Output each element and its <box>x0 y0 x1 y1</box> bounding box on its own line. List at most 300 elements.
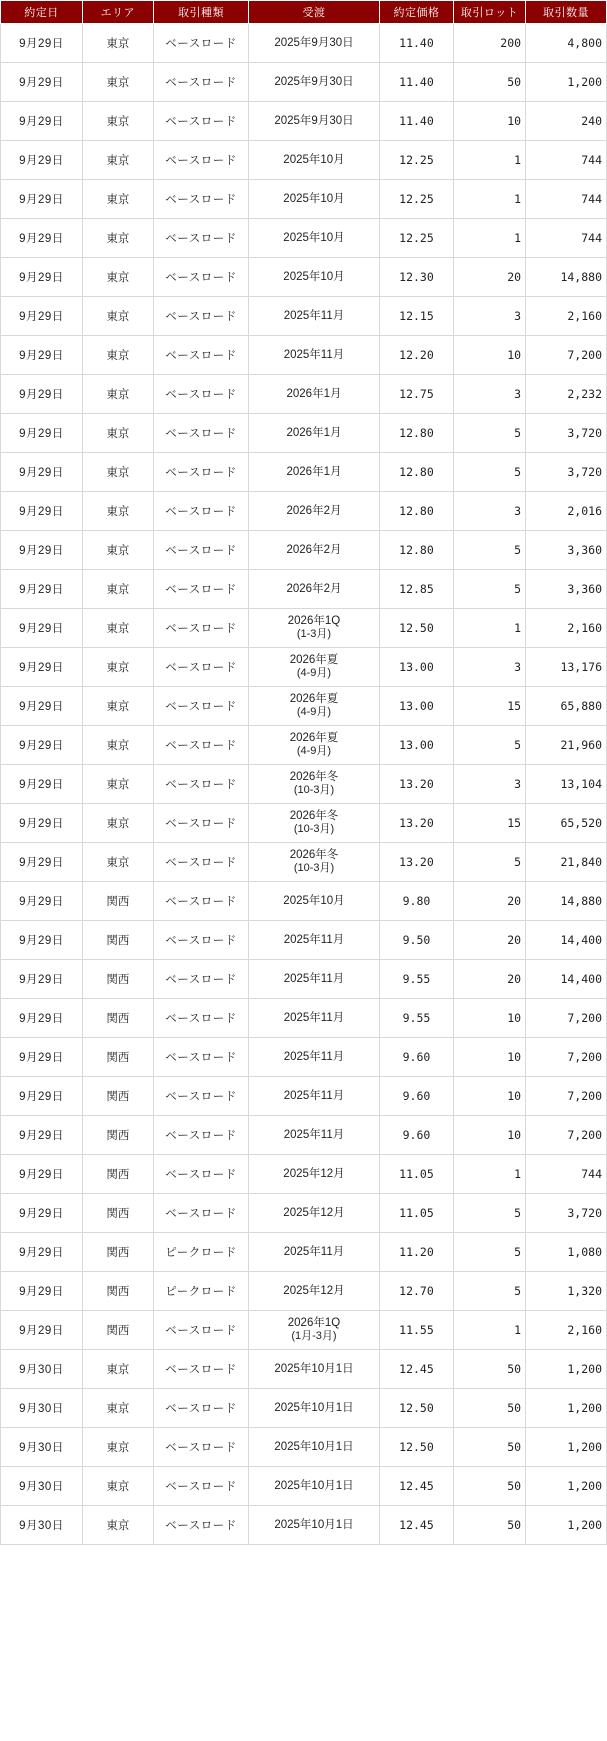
cell-quantity: 1,200 <box>526 1350 607 1389</box>
cell-quantity: 14,400 <box>526 921 607 960</box>
cell-quantity: 1,200 <box>526 1389 607 1428</box>
cell-area: 東京 <box>82 843 153 882</box>
cell-date: 9月29日 <box>1 921 83 960</box>
cell-lot: 20 <box>454 960 526 999</box>
cell-trade-type: ベースロード <box>153 1467 248 1506</box>
cell-area: 東京 <box>82 24 153 63</box>
cell-lot: 20 <box>454 882 526 921</box>
cell-trade-type: ベースロード <box>153 726 248 765</box>
delivery-main: 2025年11月 <box>283 309 345 322</box>
cell-delivery <box>249 1116 380 1155</box>
cell-lot: 50 <box>454 1506 526 1545</box>
cell-delivery <box>249 297 380 336</box>
cell-delivery <box>249 336 380 375</box>
cell-area: 東京 <box>82 453 153 492</box>
cell-trade-type: ベースロード <box>153 63 248 102</box>
delivery-sub: (1-3月) <box>296 628 332 641</box>
cell-trade-type: ベースロード <box>153 1155 248 1194</box>
cell-trade-type: ベースロード <box>153 648 248 687</box>
table-row <box>1 999 607 1038</box>
cell-date: 9月29日 <box>1 726 83 765</box>
cell-quantity: 13,176 <box>526 648 607 687</box>
cell-area: 東京 <box>82 1428 153 1467</box>
cell-date: 9月29日 <box>1 180 83 219</box>
cell-quantity: 3,360 <box>526 570 607 609</box>
cell-delivery <box>249 1467 380 1506</box>
cell-trade-type: ベースロード <box>153 1389 248 1428</box>
cell-delivery <box>249 1389 380 1428</box>
cell-price: 9.80 <box>379 882 453 921</box>
cell-quantity: 13,104 <box>526 765 607 804</box>
cell-quantity: 1,200 <box>526 1506 607 1545</box>
cell-delivery <box>249 1194 380 1233</box>
cell-price: 13.00 <box>379 687 453 726</box>
cell-quantity: 4,800 <box>526 24 607 63</box>
cell-trade-type: ベースロード <box>153 1428 248 1467</box>
cell-lot: 1 <box>454 141 526 180</box>
cell-quantity: 21,960 <box>526 726 607 765</box>
cell-date: 9月29日 <box>1 297 83 336</box>
cell-price: 12.25 <box>379 219 453 258</box>
delivery-sub: (10-3月) <box>293 784 335 797</box>
table-row <box>1 531 607 570</box>
delivery-main: 2025年12月 <box>283 1284 345 1297</box>
cell-area: 東京 <box>82 180 153 219</box>
column-header-trade-type: 取引種類 <box>153 1 248 24</box>
cell-quantity: 65,880 <box>526 687 607 726</box>
cell-trade-type: ベースロード <box>153 804 248 843</box>
cell-price: 11.40 <box>379 63 453 102</box>
delivery-main: 2025年11月 <box>283 1089 345 1102</box>
cell-delivery <box>249 1506 380 1545</box>
cell-area: 東京 <box>82 141 153 180</box>
cell-price: 12.80 <box>379 531 453 570</box>
cell-date: 9月29日 <box>1 336 83 375</box>
cell-date: 9月29日 <box>1 102 83 141</box>
cell-price: 12.50 <box>379 1389 453 1428</box>
cell-date: 9月29日 <box>1 960 83 999</box>
cell-area: 東京 <box>82 765 153 804</box>
cell-area: 東京 <box>82 1506 153 1545</box>
delivery-main: 2026年夏 <box>289 692 339 705</box>
cell-date: 9月29日 <box>1 687 83 726</box>
delivery-main: 2025年9月30日 <box>274 114 354 127</box>
cell-trade-type: ベースロード <box>153 1194 248 1233</box>
cell-area: 東京 <box>82 570 153 609</box>
cell-price: 12.25 <box>379 180 453 219</box>
delivery-sub: (10-3月) <box>293 823 335 836</box>
delivery-main: 2026年2月 <box>286 504 342 517</box>
cell-trade-type: ベースロード <box>153 453 248 492</box>
cell-trade-type: ベースロード <box>153 102 248 141</box>
table-row <box>1 960 607 999</box>
table-row <box>1 687 607 726</box>
cell-price: 13.20 <box>379 804 453 843</box>
cell-lot: 3 <box>454 492 526 531</box>
cell-lot: 5 <box>454 531 526 570</box>
cell-date: 9月30日 <box>1 1389 83 1428</box>
cell-lot: 5 <box>454 453 526 492</box>
table-row <box>1 1506 607 1545</box>
table-row <box>1 765 607 804</box>
cell-lot: 50 <box>454 1389 526 1428</box>
cell-lot: 3 <box>454 648 526 687</box>
cell-delivery <box>249 180 380 219</box>
delivery-main: 2025年10月1日 <box>274 1401 354 1414</box>
cell-date: 9月29日 <box>1 570 83 609</box>
cell-lot: 1 <box>454 609 526 648</box>
column-header-delivery: 受渡 <box>249 1 380 24</box>
table-row <box>1 1272 607 1311</box>
delivery-main: 2025年10月1日 <box>274 1362 354 1375</box>
delivery-main: 2025年11月 <box>283 972 345 985</box>
cell-price: 12.45 <box>379 1350 453 1389</box>
cell-lot: 10 <box>454 102 526 141</box>
cell-lot: 5 <box>454 1233 526 1272</box>
table-row <box>1 258 607 297</box>
cell-lot: 5 <box>454 1272 526 1311</box>
cell-lot: 5 <box>454 1194 526 1233</box>
cell-date: 9月30日 <box>1 1467 83 1506</box>
cell-area: 東京 <box>82 414 153 453</box>
cell-area: 東京 <box>82 63 153 102</box>
delivery-sub: (4-9月) <box>296 745 332 758</box>
cell-delivery <box>249 726 380 765</box>
cell-area: 関西 <box>82 1077 153 1116</box>
cell-lot: 10 <box>454 1038 526 1077</box>
cell-delivery <box>249 258 380 297</box>
cell-delivery <box>249 804 380 843</box>
cell-area: 関西 <box>82 1311 153 1350</box>
cell-trade-type: ベースロード <box>153 960 248 999</box>
cell-quantity: 3,720 <box>526 453 607 492</box>
cell-trade-type: ベースロード <box>153 1077 248 1116</box>
cell-lot: 1 <box>454 1155 526 1194</box>
cell-delivery <box>249 1272 380 1311</box>
cell-lot: 1 <box>454 219 526 258</box>
cell-trade-type: ベースロード <box>153 1038 248 1077</box>
cell-date: 9月29日 <box>1 999 83 1038</box>
cell-date: 9月29日 <box>1 531 83 570</box>
cell-delivery <box>249 1350 380 1389</box>
cell-price: 12.45 <box>379 1506 453 1545</box>
cell-area: 東京 <box>82 804 153 843</box>
table-row <box>1 843 607 882</box>
cell-price: 12.15 <box>379 297 453 336</box>
cell-area: 東京 <box>82 1467 153 1506</box>
cell-area: 東京 <box>82 648 153 687</box>
table-header-row <box>1 1 607 24</box>
delivery-main: 2025年11月 <box>283 933 345 946</box>
cell-price: 12.75 <box>379 375 453 414</box>
delivery-main: 2025年11月 <box>283 1245 345 1258</box>
cell-delivery <box>249 1038 380 1077</box>
delivery-main: 2025年11月 <box>283 348 345 361</box>
table-row <box>1 180 607 219</box>
cell-trade-type: ベースロード <box>153 336 248 375</box>
delivery-main: 2026年1月 <box>286 465 342 478</box>
cell-delivery <box>249 141 380 180</box>
cell-trade-type: ベースロード <box>153 1311 248 1350</box>
cell-date: 9月29日 <box>1 648 83 687</box>
cell-area: 関西 <box>82 1038 153 1077</box>
cell-trade-type: ベースロード <box>153 1506 248 1545</box>
column-header-date: 約定日 <box>1 1 83 24</box>
delivery-main: 2025年11月 <box>283 1050 345 1063</box>
cell-price: 11.20 <box>379 1233 453 1272</box>
cell-delivery <box>249 492 380 531</box>
cell-lot: 50 <box>454 1467 526 1506</box>
cell-lot: 15 <box>454 687 526 726</box>
cell-delivery <box>249 1233 380 1272</box>
cell-quantity: 7,200 <box>526 1038 607 1077</box>
table-row <box>1 804 607 843</box>
cell-quantity: 7,200 <box>526 336 607 375</box>
table-row <box>1 1233 607 1272</box>
cell-quantity: 2,160 <box>526 609 607 648</box>
cell-trade-type: ベースロード <box>153 492 248 531</box>
delivery-sub: (1月-3月) <box>291 1330 337 1343</box>
cell-delivery <box>249 414 380 453</box>
cell-price: 11.40 <box>379 24 453 63</box>
cell-quantity: 7,200 <box>526 1077 607 1116</box>
table-row <box>1 1350 607 1389</box>
delivery-main: 2026年2月 <box>286 543 342 556</box>
cell-price: 13.00 <box>379 648 453 687</box>
cell-trade-type: ベースロード <box>153 414 248 453</box>
delivery-main: 2026年冬 <box>289 848 339 861</box>
cell-trade-type: ベースロード <box>153 999 248 1038</box>
table-body <box>1 24 607 1545</box>
cell-area: 東京 <box>82 726 153 765</box>
cell-delivery <box>249 648 380 687</box>
delivery-main: 2026年冬 <box>289 809 339 822</box>
cell-quantity: 744 <box>526 180 607 219</box>
cell-area: 東京 <box>82 219 153 258</box>
cell-price: 11.05 <box>379 1194 453 1233</box>
cell-quantity: 744 <box>526 1155 607 1194</box>
cell-quantity: 744 <box>526 219 607 258</box>
table-row <box>1 1389 607 1428</box>
cell-trade-type: ベースロード <box>153 219 248 258</box>
cell-area: 東京 <box>82 1389 153 1428</box>
cell-lot: 15 <box>454 804 526 843</box>
cell-date: 9月29日 <box>1 765 83 804</box>
cell-quantity: 240 <box>526 102 607 141</box>
cell-trade-type: ベースロード <box>153 258 248 297</box>
cell-delivery <box>249 531 380 570</box>
cell-area: 東京 <box>82 375 153 414</box>
cell-quantity: 2,160 <box>526 1311 607 1350</box>
cell-delivery <box>249 687 380 726</box>
cell-price: 9.55 <box>379 999 453 1038</box>
table-row <box>1 1194 607 1233</box>
table-row <box>1 726 607 765</box>
table-row <box>1 63 607 102</box>
table-row <box>1 141 607 180</box>
cell-date: 9月29日 <box>1 1077 83 1116</box>
cell-price: 12.85 <box>379 570 453 609</box>
cell-trade-type: ベースロード <box>153 687 248 726</box>
delivery-main: 2025年10月 <box>283 153 345 166</box>
cell-quantity: 2,232 <box>526 375 607 414</box>
delivery-main: 2026年1Q <box>287 614 341 627</box>
cell-trade-type: ベースロード <box>153 24 248 63</box>
cell-lot: 1 <box>454 180 526 219</box>
table-row <box>1 219 607 258</box>
delivery-main: 2025年9月30日 <box>274 36 354 49</box>
cell-delivery <box>249 1155 380 1194</box>
delivery-sub: (4-9月) <box>296 667 332 680</box>
cell-price: 12.80 <box>379 453 453 492</box>
cell-date: 9月29日 <box>1 843 83 882</box>
table-row <box>1 1311 607 1350</box>
cell-quantity: 7,200 <box>526 1116 607 1155</box>
cell-price: 12.25 <box>379 141 453 180</box>
cell-lot: 3 <box>454 297 526 336</box>
column-header-price: 約定価格 <box>379 1 453 24</box>
cell-area: 関西 <box>82 921 153 960</box>
cell-delivery <box>249 882 380 921</box>
cell-date: 9月29日 <box>1 609 83 648</box>
table-row <box>1 336 607 375</box>
table-row <box>1 648 607 687</box>
table-row <box>1 1467 607 1506</box>
cell-date: 9月29日 <box>1 219 83 258</box>
cell-trade-type: ベースロード <box>153 765 248 804</box>
cell-price: 12.50 <box>379 1428 453 1467</box>
cell-lot: 200 <box>454 24 526 63</box>
table-row <box>1 24 607 63</box>
cell-trade-type: ベースロード <box>153 609 248 648</box>
cell-delivery <box>249 102 380 141</box>
cell-quantity: 1,080 <box>526 1233 607 1272</box>
cell-quantity: 14,880 <box>526 882 607 921</box>
table-row <box>1 1155 607 1194</box>
cell-date: 9月29日 <box>1 1038 83 1077</box>
table-row <box>1 570 607 609</box>
cell-delivery <box>249 843 380 882</box>
cell-area: 東京 <box>82 102 153 141</box>
cell-trade-type: ベースロード <box>153 297 248 336</box>
table-row <box>1 297 607 336</box>
cell-date: 9月30日 <box>1 1350 83 1389</box>
delivery-main: 2025年9月30日 <box>274 75 354 88</box>
table-row <box>1 1116 607 1155</box>
cell-area: 東京 <box>82 1350 153 1389</box>
cell-price: 9.60 <box>379 1077 453 1116</box>
delivery-main: 2026年1月 <box>286 387 342 400</box>
table-row <box>1 1077 607 1116</box>
cell-area: 関西 <box>82 1233 153 1272</box>
cell-date: 9月29日 <box>1 141 83 180</box>
cell-area: 東京 <box>82 336 153 375</box>
cell-price: 11.55 <box>379 1311 453 1350</box>
delivery-main: 2026年夏 <box>289 653 339 666</box>
cell-trade-type: ベースロード <box>153 843 248 882</box>
cell-quantity: 1,200 <box>526 1467 607 1506</box>
cell-area: 東京 <box>82 687 153 726</box>
delivery-main: 2025年12月 <box>283 1206 345 1219</box>
table-header <box>1 1 607 24</box>
cell-area: 東京 <box>82 297 153 336</box>
delivery-main: 2026年1月 <box>286 426 342 439</box>
cell-delivery <box>249 453 380 492</box>
cell-quantity: 3,360 <box>526 531 607 570</box>
delivery-main: 2025年10月1日 <box>274 1518 354 1531</box>
cell-lot: 10 <box>454 336 526 375</box>
cell-area: 東京 <box>82 258 153 297</box>
cell-quantity: 14,400 <box>526 960 607 999</box>
cell-delivery <box>249 24 380 63</box>
cell-price: 12.50 <box>379 609 453 648</box>
cell-price: 9.50 <box>379 921 453 960</box>
cell-date: 9月29日 <box>1 804 83 843</box>
cell-area: 東京 <box>82 531 153 570</box>
cell-price: 12.80 <box>379 414 453 453</box>
cell-quantity: 744 <box>526 141 607 180</box>
cell-lot: 10 <box>454 999 526 1038</box>
cell-area: 関西 <box>82 960 153 999</box>
cell-date: 9月29日 <box>1 1155 83 1194</box>
cell-date: 9月29日 <box>1 1116 83 1155</box>
cell-delivery <box>249 1077 380 1116</box>
cell-date: 9月29日 <box>1 1194 83 1233</box>
delivery-main: 2026年2月 <box>286 582 342 595</box>
delivery-main: 2026年冬 <box>289 770 339 783</box>
cell-lot: 5 <box>454 843 526 882</box>
cell-delivery <box>249 1311 380 1350</box>
cell-trade-type: ベースロード <box>153 921 248 960</box>
cell-trade-type: ベースロード <box>153 1116 248 1155</box>
delivery-main: 2025年10月1日 <box>274 1479 354 1492</box>
cell-date: 9月29日 <box>1 63 83 102</box>
delivery-main: 2026年夏 <box>289 731 339 744</box>
cell-trade-type: ベースロード <box>153 141 248 180</box>
cell-delivery <box>249 219 380 258</box>
delivery-main: 2025年10月 <box>283 270 345 283</box>
cell-quantity: 21,840 <box>526 843 607 882</box>
cell-area: 関西 <box>82 1272 153 1311</box>
cell-delivery <box>249 63 380 102</box>
table-row <box>1 453 607 492</box>
cell-date: 9月29日 <box>1 1272 83 1311</box>
cell-price: 13.20 <box>379 843 453 882</box>
cell-area: 関西 <box>82 1194 153 1233</box>
cell-quantity: 1,200 <box>526 1428 607 1467</box>
cell-trade-type: ベースロード <box>153 570 248 609</box>
cell-quantity: 3,720 <box>526 1194 607 1233</box>
cell-date: 9月29日 <box>1 492 83 531</box>
table-row <box>1 609 607 648</box>
cell-area: 関西 <box>82 882 153 921</box>
cell-area: 関西 <box>82 1155 153 1194</box>
cell-price: 13.20 <box>379 765 453 804</box>
cell-trade-type: ベースロード <box>153 882 248 921</box>
cell-delivery <box>249 375 380 414</box>
cell-price: 12.20 <box>379 336 453 375</box>
cell-price: 9.60 <box>379 1038 453 1077</box>
cell-trade-type: ピークロード <box>153 1233 248 1272</box>
delivery-main: 2025年11月 <box>283 1128 345 1141</box>
cell-lot: 20 <box>454 921 526 960</box>
cell-delivery <box>249 921 380 960</box>
column-header-quantity: 取引数量 <box>526 1 607 24</box>
cell-quantity: 7,200 <box>526 999 607 1038</box>
cell-date: 9月29日 <box>1 453 83 492</box>
delivery-main: 2026年1Q <box>287 1316 341 1329</box>
cell-delivery <box>249 1428 380 1467</box>
